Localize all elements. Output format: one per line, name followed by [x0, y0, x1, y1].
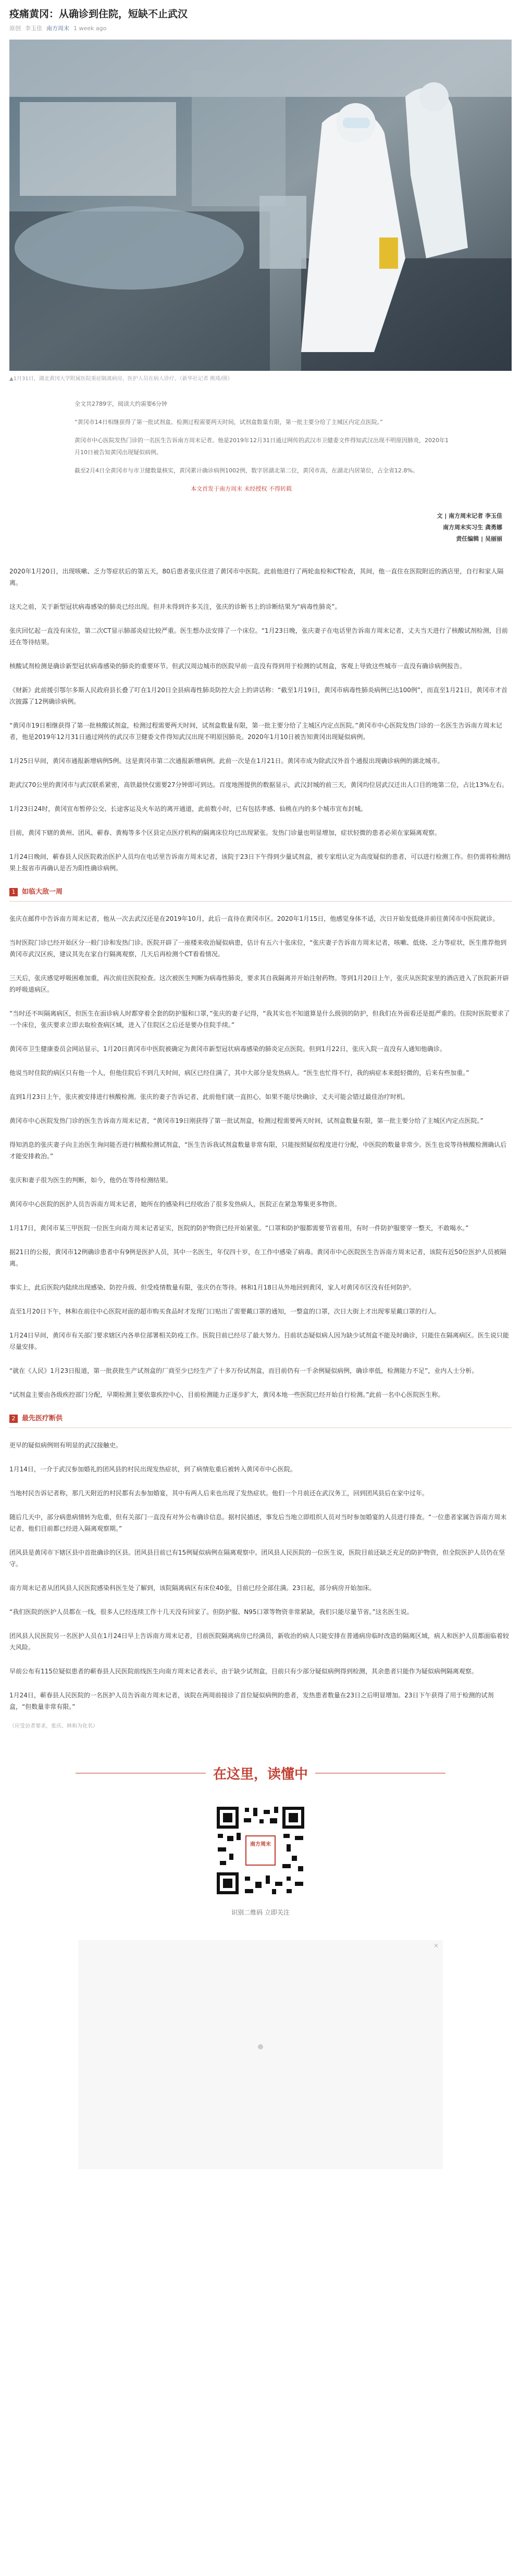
section-title: 如临大敌一周: [22, 888, 63, 896]
body-paragraph: 当时医院门诊已经开始区分一般门诊和发热门诊。医院开辟了一座楼来收治疑似病患，估计有五六十张床位，“张庆妻子告诉南方周末记者，咳嗽、低烧、乏力等症状，医生推荐他到黄冈市武汉区疾，建议其先在家自行隔离观察，几天后再检测个CT看看情况。: [9, 939, 507, 958]
section-title: 最先医疗断供: [22, 1415, 63, 1422]
article-credits: [9, 510, 512, 545]
copyright-notice: 本文首发于南方周末 未经授权 不得转载: [191, 485, 292, 492]
body-paragraph: 张庆在邮件中告诉南方周末记者，他从一次去武汉还是在2019年10月，此后一直待在黄冈市区。2020年1月15日，他感觉身体不适，次日开始发低烧并前往黄冈市中医院就诊。: [9, 915, 499, 922]
body-paragraph: 黄冈市卫生健康委员会网站显示，1月20日黄冈市中医院被确定为黄冈市新型冠状病毒感染的肺炎定点医院。但到1月22日，张庆入院一直没有人通知他确诊。: [9, 1045, 446, 1053]
reading-time: 全文共2789字，阅读大约需要6分钟: [75, 401, 167, 407]
section-divider: [9, 901, 512, 902]
article-summary: [75, 398, 450, 495]
section-heading-1: [9, 886, 512, 898]
hero-photo: [9, 40, 512, 371]
body-paragraph: 黄冈市中心医院发热门诊的医生告诉南方周末记者，“黄冈市19日刚获得了第一批试剂盒，检测过程需要两天时间，试剂盒数量有限，第一批主要分给了主城区内定点医院。”: [9, 1117, 483, 1124]
qr-code[interactable]: [214, 1804, 307, 1897]
pseudonym-note: （应受访者要求，张庆、林和为化名）: [9, 1723, 98, 1729]
credit-editor: 责任编辑 | 吴丽丽: [456, 535, 502, 542]
credit-reporter: 文 | 南方周末记者 李玉佳: [437, 512, 502, 519]
body-paragraph: 直至1月20日下午，林和在前往中心医院对面的超市购买食品时才发现门口贴出了需要戴口罩的通知，一整盒的口罩，次日大街上才出现零星戴口罩的行人。: [9, 1308, 440, 1315]
credit-intern: 南方周末实习生 龚勇娜: [443, 524, 502, 531]
body-paragraph: 张庆和妻子很为医生的判断，如今，他仍在等待检测结果。: [9, 1177, 172, 1184]
body-paragraph: 得知消息的张庆妻子向主治医生询问能否进行核酸检测试剂盒，“医生告诉我试剂盒数量非常有限，只能按照疑似程度进行分配，中医院的数量非常少。医生也说等待核酸检测确认后才能安排救治。”: [9, 1141, 507, 1160]
body-paragraph: 1月23日24时，黄冈宣布暂停公交、长途客运及火车站的离开通道，此前数小时，已有包括孝感、仙桃在内的多个城市宣布封城。: [9, 805, 367, 812]
qr-caption: 识别二维码 立即关注: [231, 1909, 290, 1916]
body-paragraph: 团风县人民医院另一名医护人员在1月24日早上告诉南方周末记者，目前医院隔离病房已经满员，新收治的病人只能安排在普通病房临时改造的隔离区域，病人和医护人员都面临着较大风险。: [9, 1632, 509, 1651]
ad-placeholder[interactable]: [78, 1940, 443, 2169]
summary-paragraph: 截至2月4日全黄冈市与市卫健数量核实，黄冈累计确诊病例1002例，数字居湖北第二位，黄冈市高，在湖北内居第位，占全省12.8%。: [75, 467, 418, 474]
body-paragraph: 团风县是黄冈市下辖区县中首批确诊的区县。团风县目前已有15例疑似病例在隔离观察中。团风县人民医院的一位医生说，医院目前还缺乏充足的防护物资，但全院医护人员仍在坚守。: [9, 1549, 505, 1568]
body-paragraph: 更早的疑似病例则有明显的武汉接触史。: [9, 1442, 122, 1449]
article-body: [9, 566, 512, 1732]
body-paragraph: 直到1月23日上午，张庆被安排进行核酸检测。张庆的妻子告诉记者，此前他们就一直担心，如果不能尽快确诊，丈夫可能会错过最佳治疗时机。: [9, 1093, 409, 1101]
body-paragraph: “就在《人民》1月23日报道，第一批获批生产试剂盒的厂商至少已经生产了十多万份试剂盒，而目前仍有一千余例疑似病例，确诊率低，检测能力不足”，业内人士分析。: [9, 1367, 478, 1374]
author-name: 李玉佳: [25, 25, 42, 32]
summary-paragraph: 黄冈市中心医院发热门诊的一名医生告诉南方周末记者。他是2019年12月31日通过网传的武汉市卫健委文件得知武汉出现不明原因肺炎，2020年1月10日被告知黄冈出现疑似病例。: [75, 437, 449, 456]
hospital-ward-image: [9, 40, 512, 371]
loading-dot-icon: [258, 2044, 263, 2049]
body-paragraph: 目前，黄冈下辖的黄州、团风、蕲春、黄梅等多个区县定点医疗机构的隔离床位均已出现紧张。发热门诊量也明显增加，症状轻微的患者必须在家隔离观察。: [9, 829, 441, 836]
body-paragraph: 据21日的公报，黄冈市12例确诊患者中有9例是医护人员，其中一名医生，年仅四十岁，在工作中感染了病毒。黄冈市中心医院医生告诉南方周末记者，该院有近50位医护人员被隔离。: [9, 1248, 506, 1267]
body-paragraph: 随后几天中，部分病患病情转为危重，但有关部门一直没有对外公布确诊信息。据村民描述，事发后当地立即组织人员对当时参加婚宴的人员进行排查。“一位患者家属告诉南方周末记者，他们目前都已经进入隔离观察期。”: [9, 1514, 507, 1532]
body-paragraph: 事实上，此后医院内陆续出现感染、防控升级、但受疫情数量有限，张庆仍在等待。林和1月18日从外地回到黄冈，家人对黄冈市区没有任何防护。: [9, 1284, 415, 1291]
body-paragraph: 1月24日晚间，蕲春县人民医院救治医护人员均在电话里告诉南方周末记者，该院于23日下午得到少量试剂盒，被专家组认定为高度疑似的患者，可以进行检测工作。但仍需将检测结果上报省市再确认是否为阳性确诊病例。: [9, 853, 511, 872]
photo-caption: ▲1月31日，湖北黄冈大学附属医院重症隔离病房，医护人员在病人诊疗。（新华社记者 熊琦/图）: [9, 376, 233, 382]
follow-promo: [9, 1764, 512, 1917]
body-paragraph: “试剂盒主要由各级疾控部门分配，早期检测主要依靠疾控中心，目前检测能力正逐步扩大，黄冈本地一些医院已经开始自行检测。”此前一名中心医院医生称。: [9, 1391, 444, 1398]
body-paragraph: 早前公布有115位疑似患者的蕲春县人民医院前线医生向南方周末记者表示，由于缺少试剂盒，目前只有少部分疑似病例得到检测，其余患者只能作为疑似病例隔离观察。: [9, 1668, 478, 1675]
body-paragraph: 黄冈市中心医院的医护人员告诉南方周末记者，她所在的感染科已经收治了很多发热病人，医院正在紧急筹集更多物资。: [9, 1201, 341, 1208]
body-paragraph: 距武汉70公里的黄冈市与武汉联系紧密，高铁最快仅需要27分钟即可到达。百度地图提供的数据显示，武汉封城的前三天，黄冈均位居武汉迁出人口目的地第二位，占比13%左右。: [9, 781, 508, 789]
original-tag: 原创: [9, 25, 21, 32]
promo-title: 在这里，读懂中: [213, 1767, 308, 1782]
body-paragraph: 当地村民告诉记者称，那几天附近的村民都有去参加婚宴，其中有两人后来也出现了发热症状。他们一个月前还在武汉务工，回到团风县后在家中过年。: [9, 1490, 429, 1497]
body-paragraph: 1月14日，一介于武汉参加婚礼的团风县的村民出现发热症状，到了病情危重后被转入黄冈市中心医院。: [9, 1466, 296, 1473]
close-icon[interactable]: ✕: [433, 1942, 439, 1949]
body-paragraph: 《财新》此前援引鄂尔多斯人民政府县长叠了叮在1月20日全县病毒性肺炎防控大会上的讲话称：“截至1月19日，黄冈市病毒性肺炎病例已达100例”，而直至1月21日，黄冈市才首次披露了12例确诊病例。: [9, 686, 508, 705]
body-paragraph: 张庆回忆起一直没有床位，第二次CT显示肺部炎症比较严重。医生想办法安排了一个床位。“1月23日晚，张庆妻子在电话里告诉南方周末记者，丈夫当天进行了核酸试剂检测，目前还在等待结果。: [9, 627, 508, 646]
article-title: 疫痛黄冈：从确诊到住院，短缺不止武汉: [9, 8, 188, 20]
body-paragraph: 1月24日，蕲春县人民医院的一名医护人员告诉南方周末记者，该院在两周前接诊了首位疑似病例的患者，发热患者数量在23日之后明显增加。23日下午获得了用于检测的试剂盒，“但数量非常有限。”: [9, 1692, 494, 1710]
account-link[interactable]: 南方周末: [46, 25, 69, 32]
publish-time: 1 week ago: [73, 24, 107, 32]
article-meta: [9, 24, 512, 32]
section-number: 2: [9, 1415, 18, 1423]
qr-code-icon: [214, 1804, 307, 1897]
body-paragraph: 核酸试剂检测是确诊新型冠状病毒感染的肺炎的重要环节。但武汉周边城市的医院早前一直没有得到用于检测的试剂盒，客观上导致这些城市一直没有确诊病例报告。: [9, 662, 466, 670]
body-paragraph: “黄冈市19日相继获得了第一批核酸试剂盒，检测过程需要两天时间，试剂盒数量有限，第一批主要分给了主城区内定点医院。”黄冈市中心医院发热门诊的一名医生告诉南方周末记者，他是2019年12月31日通过网传的武汉市卫健委文件得知武汉出现不明原因肺炎。2020年1月10日被告知黄冈出现疑似病例。: [9, 722, 502, 741]
body-paragraph: 三天后，张庆感觉呼吸困难加重，再次前往医院检查。这次被医生判断为病毒性肺炎，要求其自我隔离并开始注射药物。等到1月20日上午，张庆从医院家里的酒店进入了医院新开辟的呼吸道病区。: [9, 974, 509, 993]
section-heading-2: [9, 1413, 512, 1424]
qr-center-logo-label: 南方周末: [250, 1842, 271, 1847]
promo-heading: [9, 1764, 512, 1783]
body-paragraph: 这天之前，关于新型冠状病毒感染的肺炎已经出现。但并未得到许多关注，张庆的诊断书上的诊断结果为“病毒性肺炎”。: [9, 603, 341, 610]
summary-quote: “黄冈市14日相继获得了第一批试剂盒。检测过程需要两天时间，试剂盒数量有限，第一批主要分给了主城区内定点医院。”: [75, 419, 383, 426]
body-paragraph: 他说当时住院的病区只有他一个人，但他住院后不到几天时间，病区已经住满了，其中大部分是发热病人。“医生也忙得不行，我的病症本来挺轻微的，后来有些加重。”: [9, 1069, 469, 1077]
body-paragraph: 南方周末记者从团风县人民医院感染科医生处了解到，该院隔离病区有床位40张，目前已经全部住满。23日起，部分病房开始加床。: [9, 1584, 376, 1592]
body-paragraph: 1月24日早间，黄冈市有关部门要求辖区内各单位部署相关防疫工作。医院目前已经尽了最大努力。目前状态疑似病人因为缺少试剂盒不能及时确诊，只能住在隔离病区。医生说只能尽量安排。: [9, 1332, 509, 1350]
body-paragraph: 1月17日，黄冈市某三甲医院一位医生向南方周末记者证实，医院的防护物资已经开始紧张。“口罩和防护服都需要节省着用，有时一件防护服要穿一整天，不敢喝水。”: [9, 1224, 469, 1232]
body-paragraph: 1月25日早间，黄冈市通报新增病例5例。这是黄冈市第二次通报新增病例。此前一次是在1月21日。黄冈市成为除武汉外首个通报出现确诊病例的湖北城市。: [9, 757, 444, 765]
section-number: 1: [9, 888, 18, 896]
body-paragraph: “我们医院的医护人员都在一线，很多人已经连续工作十几天没有回家了。但防护服、N95口罩等物资非常紧缺，我们只能尽量节省。”这名医生说。: [9, 1608, 413, 1616]
body-paragraph: 2020年1月20日，出现咳嗽、乏力等症状后的第五天，80后患者张庆住进了黄冈市中医院。此前他进行了两轮血检和CT检查，其间，他一直住在医院附近的酒店里，自行和家人隔离。: [9, 568, 504, 586]
body-paragraph: “当时还不叫隔离病区，但医生在面诊病人时都穿着全套的防护服和口罩，”张庆的妻子记得，“我其实也不知道算是什么级别的防护，但我们在外面看还是挺严重的。住院时医院要求了一个床位，张庆要求立即去取检查病区域，进入了住院区之后还是要办住院手续。”: [9, 1010, 510, 1029]
